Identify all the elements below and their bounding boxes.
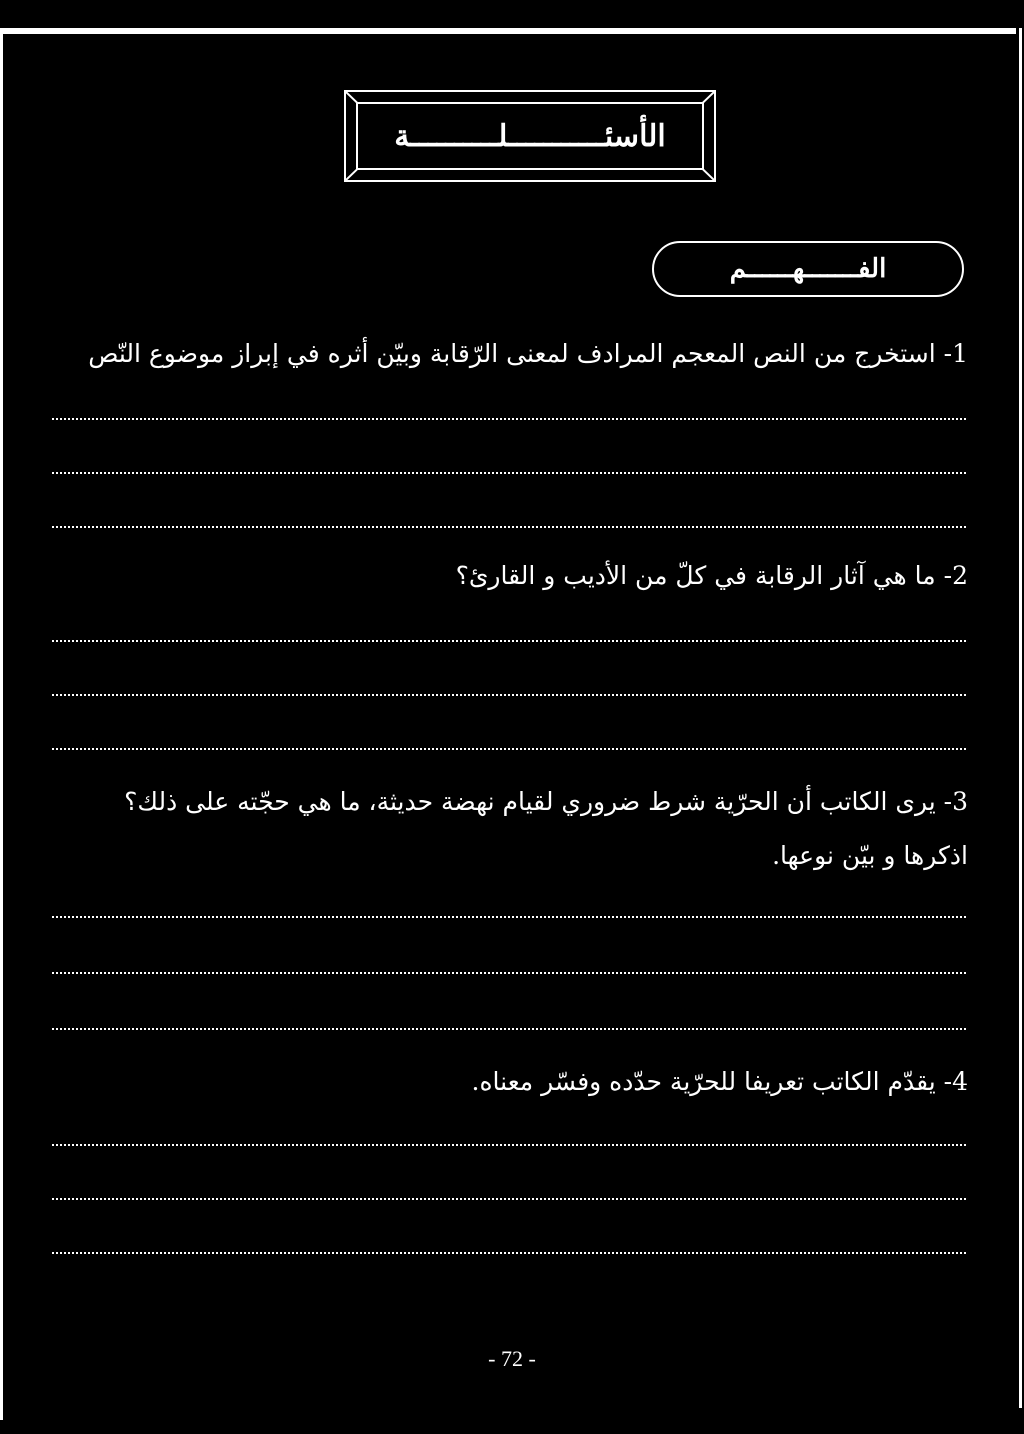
answer-line: [52, 1144, 966, 1146]
title-inner-box: [356, 102, 704, 170]
question-2: 2- ما هي آثار الرقابة في كلّ من الأديب و القارئ؟: [455, 561, 968, 590]
page-title: الأسئـــــــــــلــــــــــة: [394, 118, 666, 154]
page-right-rule: [1019, 28, 1022, 1408]
answer-line: [52, 748, 966, 750]
answer-line: [52, 916, 966, 918]
answer-line: [52, 526, 966, 528]
page-number: - 72 -: [488, 1346, 536, 1371]
question-3-continuation: اذكرها و بيّن نوعها.: [772, 841, 968, 870]
answer-line: [52, 1198, 966, 1200]
section-heading-badge: [652, 241, 964, 297]
answer-line: [52, 972, 966, 974]
answer-line: [52, 472, 966, 474]
title-frame: [344, 90, 716, 182]
answer-line: [52, 418, 966, 420]
answer-line: [52, 1252, 966, 1254]
answer-line: [52, 640, 966, 642]
question-1: 1- استخرج من النص المعجم المرادف لمعنى الرّقابة وبيّن أثره في إبراز موضوع النّص: [88, 339, 968, 368]
page-border: [0, 28, 1016, 1420]
answer-line: [52, 694, 966, 696]
question-3: 3- يرى الكاتب أن الحرّية شرط ضروري لقيام نهضة حديثة، ما هي حجّته على ذلك؟: [124, 787, 968, 816]
section-heading: الفـــــــهــــــم: [729, 254, 887, 284]
question-4: 4- يقدّم الكاتب تعريفا للحرّية حدّده وفسّر معناه.: [471, 1067, 968, 1096]
answer-line: [52, 1028, 966, 1030]
